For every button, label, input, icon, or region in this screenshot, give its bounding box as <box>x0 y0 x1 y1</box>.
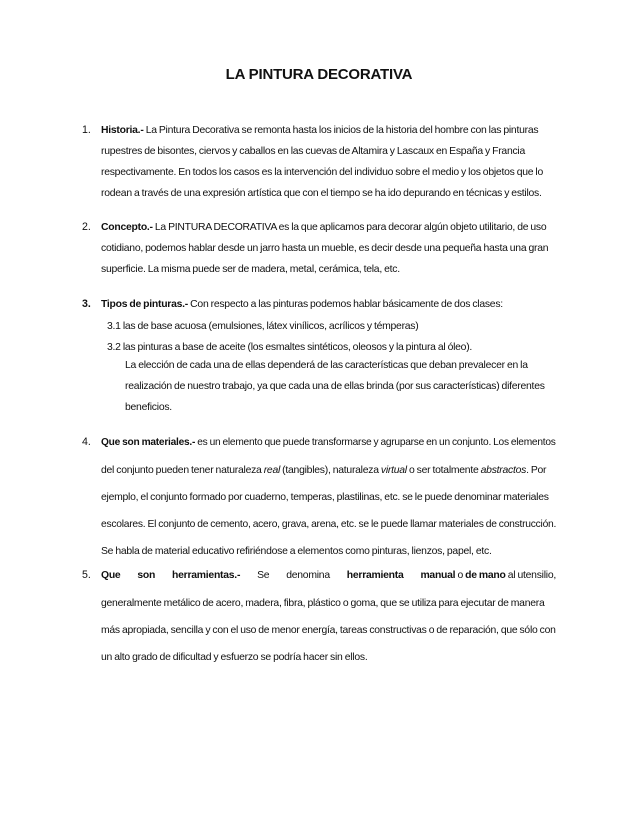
section-1-line-2: rupestres de bisontes, ciervos y caballos en las cuevas de Altamira y Lascaux en España y Francia <box>101 146 526 157</box>
section-5-heading-word: Que <box>101 570 121 581</box>
section-5-line-2: generalmente metálico de acero, madera, fibra, plástico o goma, que se utiliza para ejecutar de manera <box>101 598 545 609</box>
section-3-para-line-3: beneficios. <box>125 402 172 413</box>
section-5-word: Se <box>257 570 270 581</box>
section-4-line-3: ejemplo, el conjunto formado por cuaderno, temperas, plastilinas, etc. se le puede denominar materiales <box>101 492 549 503</box>
section-5-heading-word: herramientas.- <box>172 570 241 581</box>
section-4-number: 4. <box>82 436 91 448</box>
section-5-term-herramienta: herramienta <box>346 570 404 581</box>
section-2-heading: Concepto.- <box>101 222 153 233</box>
section-3-subitem-2: 3.2 las pinturas a base de aceite (los esmaltes sintéticos, oleosos y la pintura al óleo). <box>107 342 473 353</box>
section-4-line-5: Se habla de material educativo refiriéndose a elementos como pinturas, lienzos, papel, etc. <box>101 546 492 557</box>
italic-real: real <box>263 465 281 476</box>
section-4-line-1 <box>101 436 556 449</box>
section-2-line-1 <box>101 221 546 234</box>
section-5-tail: manual o de mano al utensilio, <box>420 570 556 581</box>
section-3-line-1 <box>101 298 503 311</box>
section-2-text: La PINTURA DECORATIVA es la que aplicamos para decorar algún objeto utilitario, de uso <box>154 222 547 233</box>
section-3-number: 3. <box>82 298 91 310</box>
section-2-number: 2. <box>82 221 91 233</box>
section-5-word: denomina <box>286 570 330 581</box>
section-3-para-line-1: La elección de cada una de ellas dependerá de las características que deban prevalecer en la <box>125 360 528 371</box>
section-5-line-3: más apropiada, sencilla y con el uso de menor energía, tareas constructivas o de reparación, que sólo con <box>101 625 556 636</box>
section-5-line-4: un alto grado de dificultad y esfuerzo se podría hacer sin ellos. <box>101 652 368 663</box>
section-5-line-1 <box>101 569 556 582</box>
page-title: LA PINTURA DECORATIVA <box>225 66 413 83</box>
section-1-number: 1. <box>82 124 91 136</box>
section-1-heading: Historia.- <box>101 125 144 136</box>
section-2-line-2: cotidiano, podemos hablar desde un jarro hasta un mueble, es decir desde una pequeña hasta una gran <box>101 243 549 254</box>
section-1-text: La Pintura Decorativa se remonta hasta los inicios de la historia del hombre con las pinturas <box>145 125 539 136</box>
italic-abstractos: abstractos <box>480 465 527 476</box>
section-1-line-3: respectivamente. En todos los casos es la intervención del individuo sobre el medio y los objetos que lo <box>101 167 544 178</box>
section-1-line-4: rodean a través de una expresión artística que con el tiempo se ha ido depurando en técnicas y estilos. <box>101 188 542 199</box>
section-3-text: Con respecto a las pinturas podemos hablar básicamente de dos clases: <box>190 299 503 310</box>
section-5-heading-word: son <box>137 570 156 581</box>
section-3-para-line-2: realización de nuestro trabajo, ya que cada una de ellas brinda (por sus características) diferentes <box>125 381 545 392</box>
italic-virtual: virtual <box>380 465 407 476</box>
section-2-line-3: superficie. La misma puede ser de madera, metal, cerámica, tela, etc. <box>101 264 400 275</box>
section-4-heading: Que son materiales.- <box>101 437 196 448</box>
section-4-line-4: escolares. El conjunto de cemento, acero, grava, arena, etc. se le puede llamar materiales de construcción. <box>101 519 557 530</box>
section-5-number: 5. <box>82 569 91 581</box>
section-3-subitem-1: 3.1 las de base acuosa (emulsiones, látex vinílicos, acrílicos y témperas) <box>107 321 419 332</box>
section-4-line-2: del conjunto pueden tener naturaleza real (tangibles), naturaleza virtual o ser totalmente abstractos. Por <box>101 465 547 476</box>
section-4-text: es un elemento que puede transformarse y agruparse en un conjunto. Los elementos <box>197 437 556 448</box>
section-1-line-1 <box>101 124 538 137</box>
section-3-heading: Tipos de pinturas.- <box>101 299 189 310</box>
